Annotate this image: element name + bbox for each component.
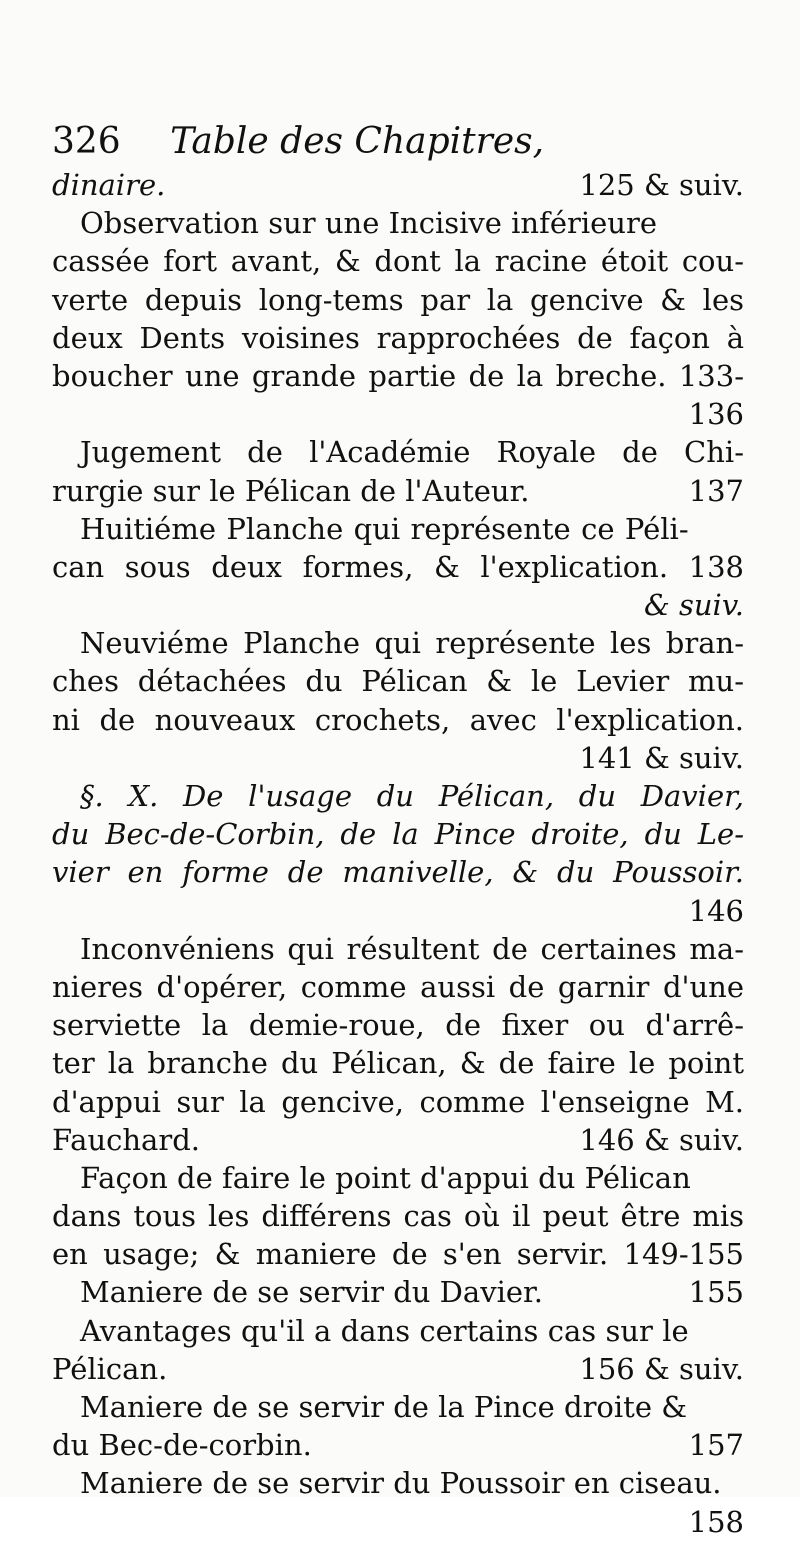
toc-line <box>52 853 744 891</box>
toc-line <box>52 1121 744 1159</box>
toc-line-text: dinaire. <box>52 168 166 202</box>
toc-line <box>52 166 744 204</box>
toc-line-text: Maniere de se servir du Davier. <box>80 1275 543 1310</box>
toc-line <box>52 242 744 280</box>
toc-line <box>52 624 744 662</box>
toc-line-text: 146 <box>688 893 744 928</box>
toc-line-text: §. X. De l'usage du Pélican, du Davier, <box>80 779 744 813</box>
toc-line-text: serviette la demie-roue, de fixer ou d'arrê- <box>52 1008 744 1043</box>
toc-line-text: 141 & suiv. <box>579 740 744 775</box>
toc-page-reference: 157 <box>688 1428 744 1463</box>
toc-line <box>52 968 744 1006</box>
toc-line <box>52 281 744 319</box>
toc-line-text: boucher une grande partie de la breche. 133- <box>52 358 744 393</box>
toc-page-reference: 155 <box>688 1275 744 1310</box>
toc-line <box>52 1464 744 1502</box>
toc-line <box>52 1350 744 1388</box>
toc-line-text: Inconvéniens qui résultent de certaines ma- <box>80 931 744 966</box>
toc-line-text: Pélican. <box>52 1351 168 1386</box>
toc-line-text: verte depuis long-tems par la gencive & les <box>52 282 744 317</box>
entry-lines <box>52 166 744 1541</box>
toc-line-text: d'appui sur la gencive, comme l'enseigne M. <box>52 1084 744 1119</box>
toc-line-text: cassée fort avant, & dont la racine étoit cou- <box>52 244 744 279</box>
toc-line <box>52 357 744 395</box>
running-title: Table des Chapitres, <box>170 121 545 162</box>
toc-line-text: deux Dents voisines rapprochées de façon à <box>52 320 744 355</box>
toc-line <box>52 777 744 815</box>
toc-line <box>52 739 744 777</box>
toc-line-text: Observation sur une Incisive inférieure <box>80 206 657 241</box>
toc-line-text: vier en forme de manivelle, & du Poussoir. <box>52 855 744 890</box>
toc-line <box>52 1273 744 1311</box>
toc-line <box>52 433 744 471</box>
toc-line <box>52 930 744 968</box>
toc-line-text: en usage; & maniere de s'en servir. 149-155 <box>52 1237 744 1272</box>
toc-line-text: & suiv. <box>643 588 744 623</box>
toc-line-text: dans tous les différens cas où il peut être mis <box>52 1199 744 1234</box>
toc-line-text: 158 <box>688 1504 744 1539</box>
toc-line <box>52 204 744 242</box>
toc-line <box>52 1426 744 1464</box>
toc-line-text: Neuviéme Planche qui représente les bran- <box>80 626 744 661</box>
toc-line-text: ches détachées du Pélican & le Levier mu- <box>52 664 744 699</box>
toc-line <box>52 510 744 548</box>
running-header <box>52 118 744 166</box>
toc-line <box>52 1388 744 1426</box>
toc-page-reference: 146 & suiv. <box>579 1122 744 1157</box>
toc-line-text: can sous deux formes, & l'explication. 138 <box>52 549 744 584</box>
toc-page-reference: 125 & suiv. <box>579 168 744 202</box>
toc-page-reference: 156 & suiv. <box>579 1351 744 1386</box>
toc-line-text: nieres d'opérer, comme aussi de garnir d'une <box>52 969 744 1004</box>
toc-line-text: 136 <box>688 397 744 432</box>
toc-line <box>52 1235 744 1273</box>
toc-line-text: Maniere de se servir du Poussoir en ciseau. <box>80 1466 722 1501</box>
toc-line-text: Avantages qu'il a dans certains cas sur le <box>80 1313 689 1348</box>
toc-line-text: rurgie sur le Pélican de l'Auteur. <box>52 473 530 508</box>
toc-line <box>52 1312 744 1350</box>
toc-line-text: Façon de faire le point d'appui du Pélican <box>80 1160 691 1195</box>
toc-line-text: ni de nouveaux crochets, avec l'explication. <box>52 702 744 737</box>
toc-line-text: Fauchard. <box>52 1122 200 1157</box>
toc-page-reference: 137 <box>688 473 744 508</box>
toc-line <box>52 892 744 930</box>
toc-line <box>52 815 744 853</box>
toc-line <box>52 395 744 433</box>
toc-line-text: Jugement de l'Académie Royale de Chi- <box>80 435 744 470</box>
toc-line <box>52 1197 744 1235</box>
toc-line <box>52 586 744 624</box>
toc-line <box>52 662 744 700</box>
toc-line-text: du Bec-de-Corbin, de la Pince droite, du Le- <box>52 817 744 852</box>
toc-line-text: du Bec-de-corbin. <box>52 1428 312 1463</box>
toc-line <box>52 472 744 510</box>
toc-line <box>52 548 744 586</box>
toc-line <box>52 701 744 739</box>
toc-line <box>52 1159 744 1197</box>
toc-line <box>52 1044 744 1082</box>
toc-line-text: ter la branche du Pélican, & de faire le point <box>52 1046 744 1081</box>
toc-line <box>52 1006 744 1044</box>
table-of-contents-text <box>52 118 744 1541</box>
toc-line <box>52 1083 744 1121</box>
toc-line-text: Huitiéme Planche qui représente ce Péli- <box>80 511 689 546</box>
toc-line <box>52 319 744 357</box>
toc-line-text: Maniere de se servir de la Pince droite & <box>80 1390 688 1424</box>
toc-line <box>52 1503 744 1541</box>
page-number: 326 <box>52 121 121 162</box>
